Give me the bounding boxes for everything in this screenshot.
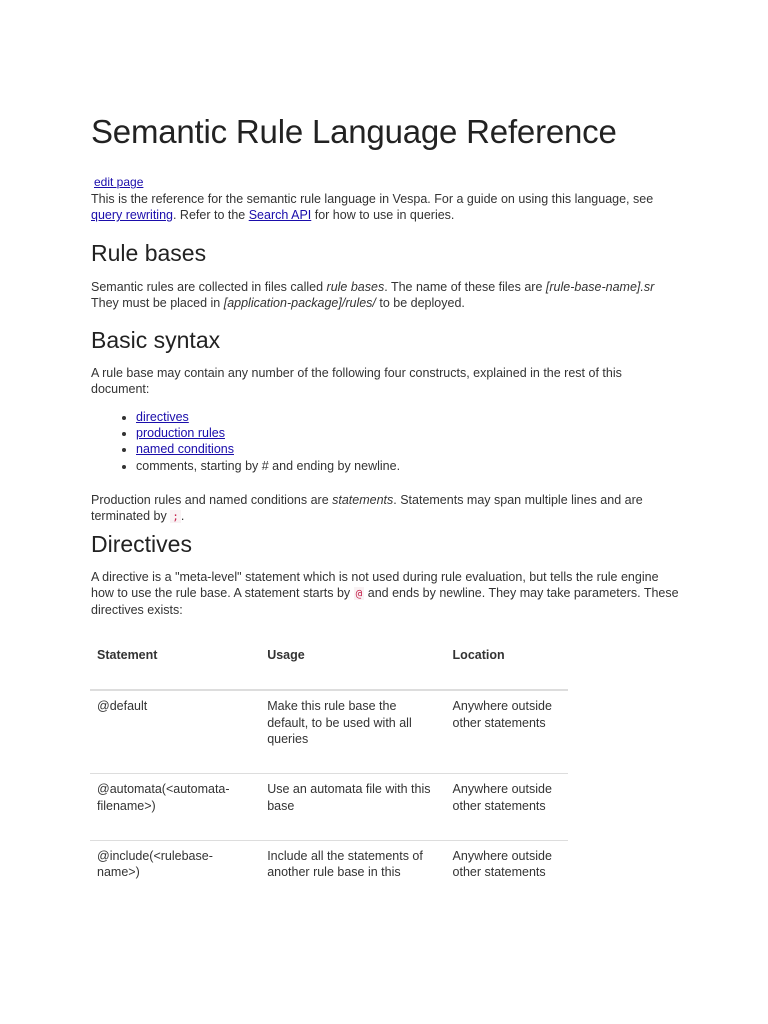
rule-bases-text-3: They must be placed in <box>91 295 224 310</box>
directives-link[interactable]: directives <box>136 409 189 424</box>
table-row <box>90 774 568 841</box>
statement-cell: @include(<rulebase-name>) <box>90 840 260 906</box>
location-cell: Anywhere outside other statements <box>446 774 568 841</box>
search-api-link[interactable]: Search API <box>248 208 312 223</box>
header-usage: Usage <box>260 632 445 690</box>
header-statement: Statement <box>90 632 260 690</box>
intro-paragraph <box>91 191 681 224</box>
document-content <box>91 110 681 907</box>
table-row <box>90 690 568 773</box>
usage-cell: Use an automata file with this base <box>260 774 445 841</box>
rule-bases-paragraph <box>91 279 681 312</box>
rule-bases-text-4: to be deployed. <box>375 295 465 310</box>
list-item <box>136 458 681 474</box>
edit-page-link[interactable]: edit page <box>94 175 144 189</box>
statements-paragraph <box>91 492 681 526</box>
list-item <box>136 425 681 441</box>
named-conditions-link[interactable]: named conditions <box>136 442 234 457</box>
rule-bases-text-1: Semantic rules are collected in files called <box>91 279 327 294</box>
statements-text-1: Production rules and named conditions are <box>91 492 333 507</box>
intro-text-2: . Refer to the <box>172 208 249 223</box>
semicolon-code: ; <box>172 510 179 524</box>
list-item <box>136 441 681 457</box>
directives-paragraph <box>91 569 681 619</box>
statements-text-2: . Statements may span multiple lines and are terminated by <box>91 492 643 524</box>
rules-path: [application-package]/rules/ <box>223 295 376 310</box>
basic-syntax-heading: Basic syntax <box>91 327 221 354</box>
directives-table <box>90 632 568 906</box>
usage-cell: Make this rule base the default, to be used with all queries <box>260 690 445 773</box>
constructs-list <box>91 409 681 474</box>
statements-term: statements <box>332 492 394 507</box>
table-row <box>90 840 568 906</box>
rule-bases-term: rule bases <box>326 279 385 294</box>
directives-text-1: A directive is a "meta-level" statement which is not used during rule evaluation, but tells the rule engine how to use the rule base. A statement starts by <box>91 569 659 600</box>
intro-text-3: for how to use in queries. <box>311 208 455 223</box>
comments-item-text: comments, starting by # and ending by newline. <box>136 458 401 473</box>
page-title: Semantic Rule Language Reference <box>91 113 617 150</box>
list-item <box>136 409 681 425</box>
usage-cell: Include all the statements of another rule base in this <box>260 840 445 906</box>
rule-base-filename: [rule-base-name].sr <box>545 279 655 294</box>
statement-cell: @default <box>90 690 260 773</box>
location-cell: Anywhere outside other statements <box>446 840 568 906</box>
directives-heading: Directives <box>91 530 192 557</box>
table-header-row <box>90 632 568 690</box>
basic-syntax-paragraph: A rule base may contain any number of the following four constructs, explained in the rest of this document: <box>91 366 622 397</box>
statement-cell: @automata(<automata-filename>) <box>90 774 260 841</box>
statements-text-3: . <box>180 509 185 524</box>
at-sign-code: @ <box>355 586 363 600</box>
header-location: Location <box>446 632 568 690</box>
location-cell: Anywhere outside other statements <box>446 690 568 773</box>
rule-bases-text-2: . The name of these files are <box>384 279 546 294</box>
production-rules-link[interactable]: production rules <box>136 426 225 441</box>
directives-text-2: and ends by newline. They may take parameters. These directives exists: <box>91 585 679 618</box>
query-rewriting-link[interactable]: query rewriting <box>91 208 173 223</box>
intro-text-1: This is the reference for the semantic rule language in Vespa. For a guide on using this language, see <box>91 192 654 206</box>
rule-bases-heading: Rule bases <box>91 239 207 266</box>
